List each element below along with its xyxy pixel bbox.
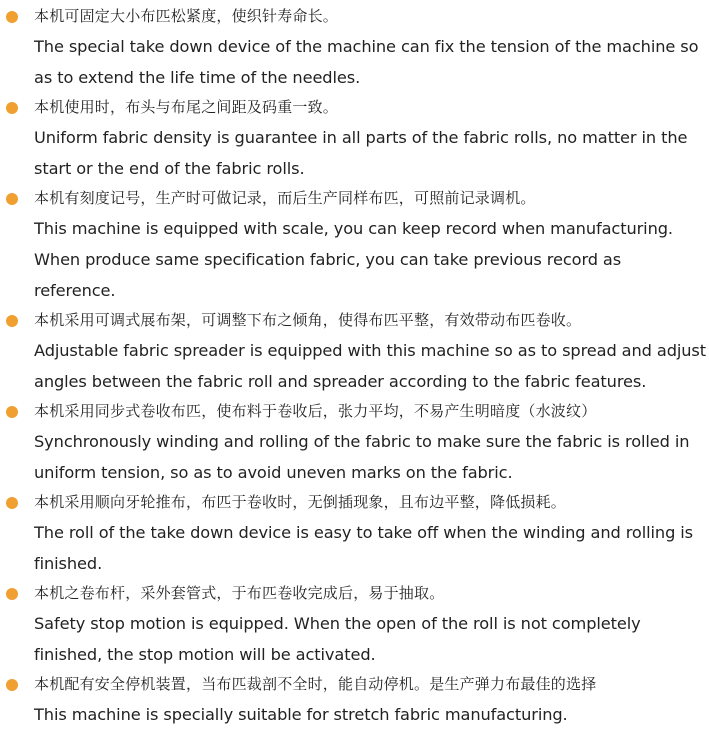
feature-item-4 [0, 306, 709, 397]
feature-text-chinese: 本机采用可调式展布架，可调整下布之倾角，使得布匹平整，有效带动布匹卷收。 [34, 311, 582, 329]
bullet-dot-icon [6, 11, 18, 23]
feature-text-chinese: 本机采用顺向牙轮推布，布匹于卷收时，无倒插现象，且布边平整，降低损耗。 [34, 493, 567, 511]
feature-text-chinese: 本机使用时，布头与布尾之间距及码重一致。 [34, 98, 339, 116]
feature-text-chinese: 本机配有安全停机装置，当布匹裁剖不全时，能自动停机。是生产弹力布最佳的选择 [34, 675, 597, 693]
feature-text-chinese: 本机采用同步式卷收布匹，使布料于卷收后，张力平均，不易产生明暗度（水波纹） [34, 402, 597, 420]
bullet-dot-icon [6, 679, 18, 691]
feature-list [0, 2, 709, 730]
bullet-dot-icon [6, 102, 18, 114]
feature-text-chinese: 本机有刻度记号，生产时可做记录，而后生产同样布匹，可照前记录调机。 [34, 189, 536, 207]
bullet-dot-icon [6, 193, 18, 205]
feature-item-5 [0, 397, 709, 488]
feature-text-chinese: 本机之卷布杆，采外套管式，于布匹卷收完成后，易于抽取。 [34, 584, 445, 602]
feature-text-chinese: 本机可固定大小布匹松紧度，使织针寿命长。 [34, 7, 339, 25]
feature-text-english: This machine is equipped with scale, you can keep record when manufacturing. When produce same specification fabric, you can take previous record as reference. [34, 219, 673, 300]
feature-text-english: Adjustable fabric spreader is equipped with this machine so as to spread and adjust angles between the fabric roll and spreader according to the fabric features. [34, 341, 707, 391]
feature-item-1 [0, 2, 709, 93]
feature-text-english: The special take down device of the machine can fix the tension of the machine so as to extend the life time of the needles. [34, 37, 699, 87]
feature-text-english: Uniform fabric density is guarantee in all parts of the fabric rolls, no matter in the start or the end of the fabric rolls. [34, 128, 688, 178]
feature-text-english: This machine is specially suitable for stretch fabric manufacturing. [34, 705, 568, 724]
feature-item-2 [0, 93, 709, 184]
feature-item-6 [0, 488, 709, 579]
feature-item-3 [0, 184, 709, 306]
bullet-dot-icon [6, 406, 18, 418]
feature-item-7 [0, 579, 709, 670]
feature-text-english: Synchronously winding and rolling of the fabric to make sure the fabric is rolled in uniform tension, so as to avoid uneven marks on the fabric. [34, 432, 690, 482]
feature-text-english: The roll of the take down device is easy to take off when the winding and rolling is finished. [34, 523, 694, 573]
feature-text-english: Safety stop motion is equipped. When the open of the roll is not completely finished, the stop motion will be activated. [34, 614, 641, 664]
bullet-dot-icon [6, 588, 18, 600]
feature-item-8 [0, 670, 709, 730]
bullet-dot-icon [6, 315, 18, 327]
bullet-dot-icon [6, 497, 18, 509]
